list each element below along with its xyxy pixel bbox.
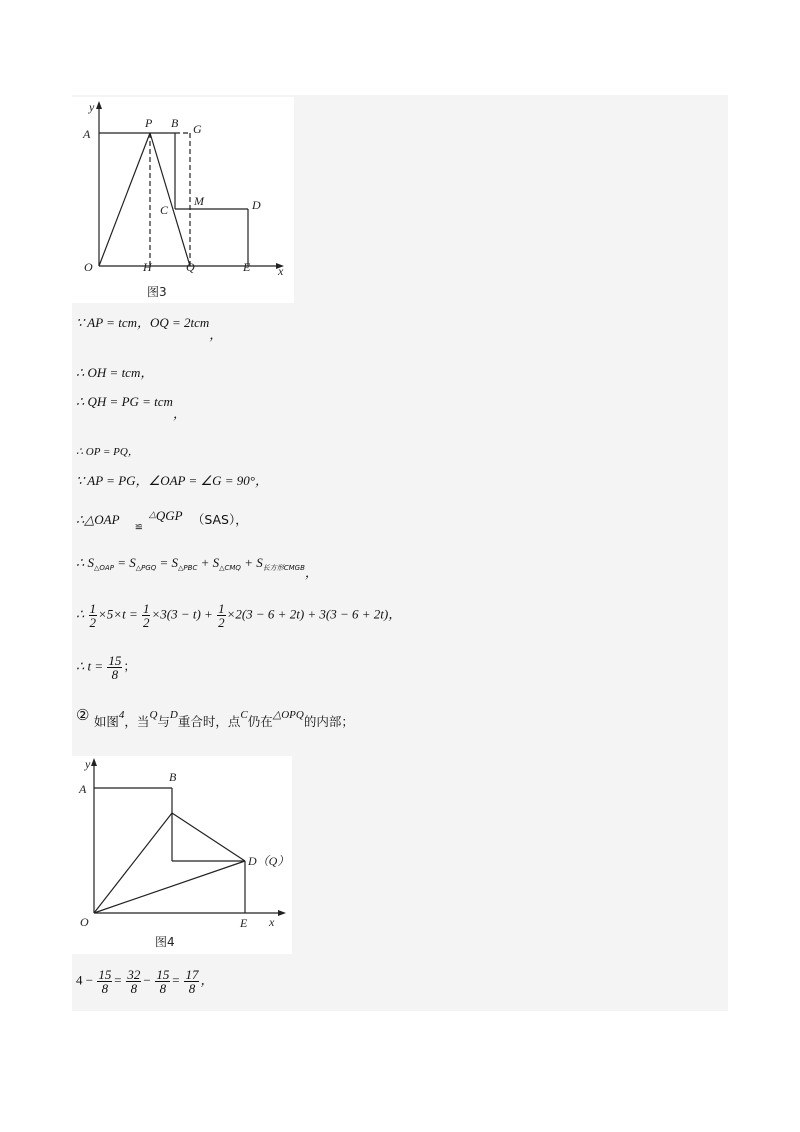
subscript-oap: △OAP	[94, 564, 114, 572]
label-d: D	[252, 198, 261, 212]
fraction-num: 1	[89, 601, 97, 616]
label-e: E	[243, 260, 251, 274]
fraction-num: 1	[142, 601, 150, 616]
fraction-1-2-c	[217, 602, 226, 629]
fraction-1-2-b	[142, 602, 151, 629]
fraction-den: 2	[218, 615, 225, 630]
fraction-17-8	[184, 968, 199, 995]
triangle-opq: △OPQ	[272, 709, 304, 721]
fraction-num: 1	[218, 601, 225, 616]
proof-line-8-c: ×3(3 − t) +	[151, 606, 213, 622]
proof-line-1-text: ∵ AP = tcm，OQ = 2tcm	[76, 315, 210, 330]
fraction-num: 32	[127, 967, 141, 982]
fraction-32-8	[126, 968, 141, 995]
proof-line-7-tail: ，	[304, 565, 318, 580]
proof-line-1-tail: ，	[209, 327, 223, 342]
proof-line-6	[76, 505, 248, 537]
fraction-den: 8	[130, 981, 138, 996]
proof-line-6-c: （SAS），	[191, 512, 248, 527]
fraction-15-8-b	[155, 968, 170, 995]
line-pq	[172, 813, 245, 861]
proof-line-4: ∴ OP = PQ，	[76, 446, 139, 458]
figure-3	[72, 97, 294, 303]
proof-line-6-b: QGP	[155, 508, 183, 523]
label-x: x	[278, 264, 284, 278]
proof-line-1	[76, 314, 222, 344]
subscript-rect-cmgb: 长方形CMGB	[262, 564, 305, 572]
proof-line-6-a: ∴△OAP	[76, 512, 120, 527]
proof-line-9-a: ∴ t =	[76, 658, 104, 674]
proof-line-11-tail: ，	[200, 972, 214, 988]
label-x: x	[269, 915, 275, 929]
fraction-den: 8	[111, 667, 119, 682]
proof-line-11-d: =	[171, 972, 181, 988]
proof-line-10-a: 如图	[93, 714, 119, 729]
label-b: B	[169, 770, 177, 784]
label-o: O	[80, 915, 89, 929]
congruent-symbol: ≌	[134, 522, 143, 533]
proof-line-10-c: 与	[157, 714, 170, 729]
line-op	[99, 133, 150, 266]
label-o: O	[84, 260, 93, 274]
label-b: B	[171, 116, 179, 130]
label-c: C	[160, 203, 169, 217]
point-d: D	[169, 709, 178, 721]
subscript-cmq: △CMQ	[219, 564, 241, 572]
proof-line-7-b: = S	[113, 555, 136, 570]
fraction-num: 17	[185, 967, 199, 982]
proof-line-10-f: 的内部；	[303, 714, 354, 729]
figure-3-caption: 图3	[147, 285, 167, 299]
fraction-den: 2	[89, 615, 97, 630]
proof-line-10-e: 仍在	[247, 714, 273, 729]
subscript-pgq: △PGQ	[135, 564, 157, 572]
proof-line-3-tail: ，	[172, 406, 186, 421]
fraction-den: 8	[159, 981, 167, 996]
label-m: M	[194, 194, 204, 208]
subscript-pbc: △PBC	[178, 564, 198, 572]
proof-line-7-e: + S	[240, 555, 263, 570]
triangle-symbol: △	[148, 509, 156, 519]
label-a: A	[83, 127, 91, 141]
fraction-num: 15	[156, 967, 170, 982]
proof-line-3-text: ∴ QH = PG = tcm	[76, 394, 173, 409]
proof-line-7-d: + S	[197, 555, 220, 570]
proof-line-8-d: ×2(3 − 6 + 2t) + 3(3 − 6 + 2t)，	[226, 606, 402, 622]
fraction-num: 15	[108, 653, 122, 668]
line-op	[94, 813, 172, 913]
label-h: H	[143, 260, 152, 274]
proof-line-10-b: ，当	[124, 714, 150, 729]
fraction-15-8	[107, 654, 122, 681]
proof-line-5: ∵ AP = PG，∠OAP = ∠G = 90°，	[76, 473, 269, 488]
point-q: Q	[149, 709, 158, 721]
label-g: G	[193, 122, 202, 136]
proof-line-7	[76, 554, 318, 582]
proof-line-9-tail: ；	[123, 658, 136, 674]
proof-line-7-a: ∴ S	[76, 555, 95, 570]
fraction-num: 15	[98, 967, 112, 982]
label-e: E	[240, 916, 248, 930]
fraction-den: 8	[188, 981, 196, 996]
fraction-15-8-a	[97, 968, 112, 995]
label-q: Q	[186, 260, 195, 274]
figure-4	[72, 756, 292, 954]
figure-number: 4	[118, 709, 125, 721]
y-arrow-icon	[96, 101, 102, 109]
proof-line-10-d: 重合时，点	[177, 714, 241, 729]
line-pq	[150, 133, 190, 266]
proof-line-8	[76, 602, 401, 629]
label-d-q: D（Q）	[248, 854, 290, 868]
point-c: C	[240, 709, 248, 721]
proof-line-11	[76, 968, 213, 995]
fraction-1-2-a	[89, 602, 98, 629]
x-arrow-icon	[278, 910, 286, 916]
label-p: P	[145, 116, 153, 130]
label-y: y	[89, 100, 95, 114]
proof-line-11-c: −	[142, 972, 152, 988]
proof-line-8-a: ∴	[76, 606, 85, 622]
fraction-den: 8	[101, 981, 109, 996]
figure-4-diagram	[72, 756, 292, 954]
proof-line-8-b: ×5×t =	[98, 606, 138, 622]
figure-3-diagram	[72, 97, 294, 303]
label-y: y	[85, 757, 91, 771]
proof-line-3	[76, 393, 186, 423]
circled-two: ②	[76, 706, 90, 724]
proof-line-9	[76, 654, 136, 681]
label-a: A	[79, 782, 87, 796]
proof-line-2: ∴ OH = tcm，	[76, 365, 154, 380]
proof-line-11-a: 4 −	[76, 972, 94, 988]
proof-line-11-b: =	[113, 972, 123, 988]
y-arrow-icon	[91, 758, 97, 766]
figure-4-caption: 图4	[155, 935, 175, 949]
proof-line-7-c: = S	[156, 555, 179, 570]
proof-line-10	[76, 706, 354, 731]
line-oq	[94, 861, 245, 913]
fraction-den: 2	[142, 615, 150, 630]
